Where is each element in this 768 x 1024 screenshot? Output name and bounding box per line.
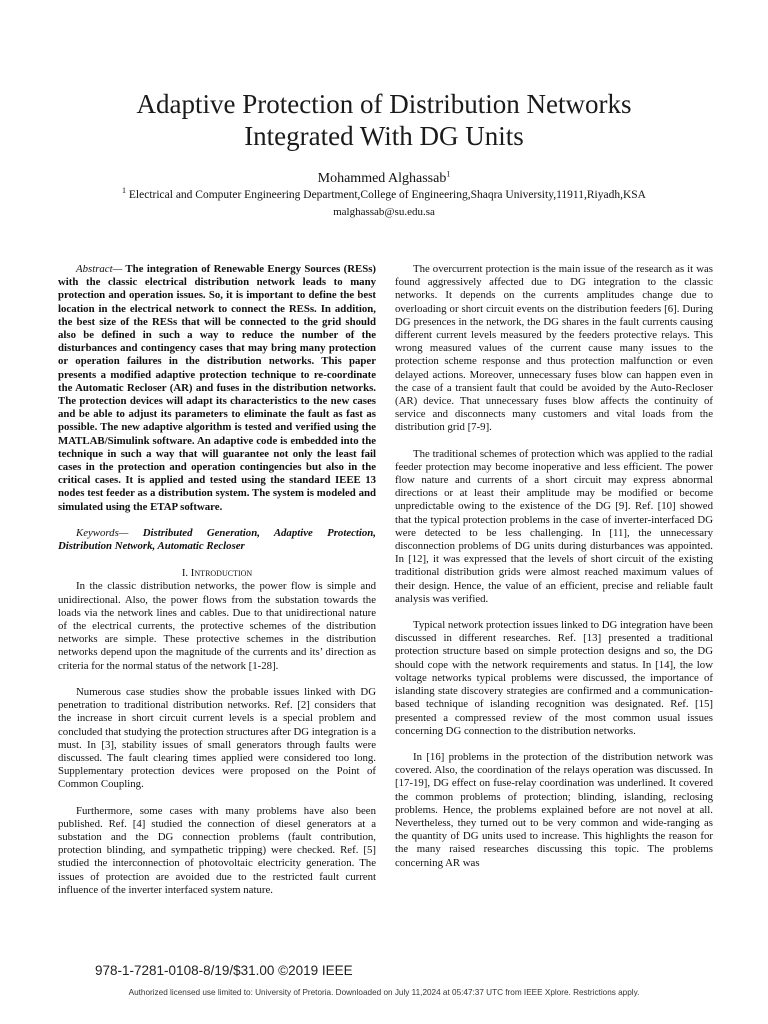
footer-license-note: Authorized licensed use limited to: University of Pretoria. Downloaded on July 11,2024 at 05:47:37 UTC from IEEE Xplore. Restrictions apply. bbox=[128, 988, 640, 997]
author-email: malghassab@su.edu.sa bbox=[333, 206, 435, 218]
author-superscript: 1 bbox=[446, 169, 451, 179]
affiliation-text: Electrical and Computer Engineering Department,College of Engineering,Shaqra University,11911,Riyadh,KSA bbox=[128, 189, 646, 201]
keywords-body: Distributed Generation, Adaptive Protection, Distribution Network, Automatic Recloser bbox=[58, 526, 376, 553]
abstract bbox=[58, 263, 376, 514]
intro-paragraph-1: In the classic distribution networks, the power flow is simple and unidirectional. Also, the power flows from the substation towards the loads via the network lines and cables. Due to that unidirectional nature of the electrical currents, the protective schemes of the distribution networks are simple. These protective schemes in the distribution networks depend upon the magnitude of the currents and its’ direction as criteria for the normal status of the network [1-28]. bbox=[58, 580, 376, 672]
section-heading-introduction: I. Introduction bbox=[181, 567, 253, 580]
right-paragraph-3: Typical network protection issues linked to DG integration have been discussed in different researches. Ref. [13] presented a traditional protection structure based on simple protection designs and so, the DG should cope with the network requirements and status. In [14], the low voltage networks typical problems were discussed, the importance of islanding state discovery strategies are confirmed and a communication-based technique of islanding recognition was designated. Ref. [15] presented a compressed review of the most common usual issues concerning DG connection to the distribution networks. bbox=[395, 619, 713, 737]
intro-paragraph-3: Furthermore, some cases with many problems have also been published. Ref. [4] studied the connection of diesel generators at a substation and the DG connection problems (fault contribution, protection blinding, and sympathetic tripping) were checked. Ref. [5] studied the interconnection of photovoltaic electricity generation. The issues of protection are avoided due to the restricted fault current influence of the inverter interfaced system nature. bbox=[58, 804, 376, 896]
abstract-body: The integration of Renewable Energy Sources (RESs) with the classic electrical distribution network leads to many protection and operation issues. So, it is important to define the best location in the electrical network to connect the RESs. In addition, the best size of the RESs that will be connected to the grid should also be defined in such a way to reduce the number of the disturbances and contingency cases that may bring many protection or operation failures in the distribution networks. This paper presents a modified adaptive protection technique to re-coordinate the Automatic Recloser (AR) and fuses in the distribution networks. The protection devices will adapt its characteristics to the new cases and be able to adjust its parameters to eliminate the fault as fast as possible. The new adaptive algorithm is tested and verified using the MATLAB/Simulink software. An adaptive code is embedded into the technique in such a way that will guarantee not only the least fail cases in the protection and operation contingencies but also in the critical cases. It is applied and tested using the standard IEEE 13 nodes test feeder as a distribution system. The system is modeled and simulated using the ETAP software. bbox=[58, 263, 376, 513]
right-column bbox=[395, 263, 713, 870]
footer-isbn: 978-1-7281-0108-8/19/$31.00 ©2019 IEEE bbox=[95, 963, 353, 978]
abstract-lead: Abstract— bbox=[76, 263, 123, 275]
right-paragraph-2: The traditional schemes of protection which was applied to the radial feeder protection may become inoperative and less efficient. The power flow nature and currents of a short circuit may express abnormal directions or at least their amplitude may be modified or become unpredictable owing to the existence of the DG [9]. Ref. [10] showed that the typical protection problems in the case of inverter-interfaced DG were detected to be less challenging. In [11], the unnecessary disconnection problems of DG units during disturbances was appointed. In [12], it was expressed that the levels of short circuit of the existing traditional distribution grids were almost reached maximum values of their design. Hence, the value of an efficient, precise and reliable fault analysis was verified. bbox=[395, 447, 713, 605]
author-text: Mohammed Alghassab bbox=[317, 171, 447, 186]
affiliation-superscript: 1 bbox=[122, 186, 127, 196]
right-paragraph-1: The overcurrent protection is the main issue of the research as it was found aggressively affected due to DG integration to the classic networks. It depends on the currents amplitudes change due to overloading or short circuit events on the distribution feeders [6]. During DG presences in the network, the DG shares in the fault currents causing different current levels measured by the feeders protective relays. This wrong measured values of the current cause many issues to the protection scheme response and thus protection malfunction or even delayed actions. Moreover, unnecessary fuses blow can happen even in the case of a transient fault that could be avoided by the Auto-Recloser (AR) device. That unnecessary fuses blow affects the continuity of service and disconnects many customers and vital loads from the distribution grid [7-9]. bbox=[395, 263, 713, 434]
intro-paragraph-2: Numerous case studies show the probable issues linked with DG penetration to traditional distribution networks. Ref. [2] considers that the increase in short circuit current levels is a special problem and concluded that studying the protection structures after DG integration is a must. In [3], stability issues of small generators through faults were discussed. The fault clearing times applied were considered too long. Supplementary protection devices were proposed on the Point of Common Coupling. bbox=[58, 685, 376, 791]
right-paragraph-4: In [16] problems in the protection of the distribution network was covered. Also, the coordination of the relays operation was discussed. In [17-19], DG effect on fuse-relay coordination was underlined. It covered the common problems of protection; blinding, islanding, reclosing problems. Hence, the problems explained before are not novel at all. Nevertheless, they turned out to be very common and wide-ranging as the quantity of DG units used to increase. This highlights the reason for the many raised researches discussing this topic. The problems concerning AR was bbox=[395, 750, 713, 869]
author-affiliation bbox=[40, 188, 728, 202]
keywords bbox=[58, 527, 376, 553]
paper-title bbox=[60, 88, 708, 152]
title-line-2: Integrated With DG Units bbox=[244, 121, 524, 151]
keywords-lead: Keywords— bbox=[76, 526, 129, 539]
author-name bbox=[60, 171, 708, 187]
title-line-1: Adaptive Protection of Distribution Networks bbox=[136, 89, 632, 119]
left-column bbox=[58, 263, 376, 897]
